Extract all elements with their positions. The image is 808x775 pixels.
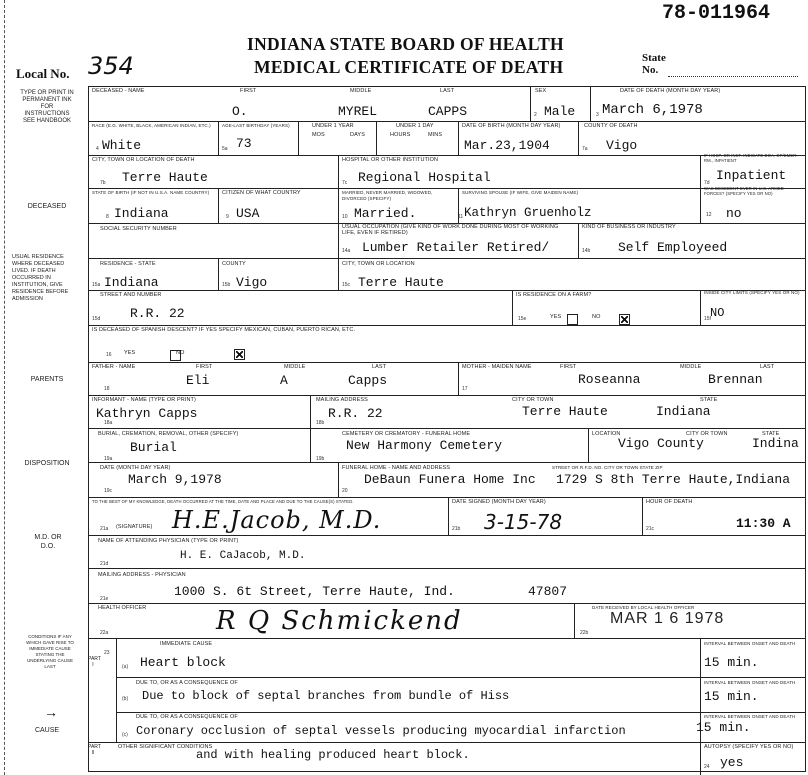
field-hosp-status: Inpatient — [716, 168, 787, 183]
label-immediate-cause: IMMEDIATE CAUSE — [160, 641, 213, 647]
local-no-value: 354 — [88, 52, 134, 80]
field-armed-forces: no — [726, 206, 742, 221]
label-middle: MIDDLE — [350, 88, 372, 94]
side-type-print: TYPE OR PRINT IN PERMANENT INK FOR INSTRUCTIONS SEE HANDBOOK — [20, 90, 74, 124]
label-marital: MARRIED, NEVER MARRIED, WIDOWED, DIVORCED (SPECIFY) — [342, 190, 433, 201]
label-county-death: COUNTY OF DEATH — [584, 123, 638, 129]
label-occupation: USUAL OCCUPATION (GIVE KIND OF WORK DONE DURING MOST OF WORKING LIFE, EVEN IF RETIRED) — [342, 224, 559, 236]
physician-signature: H.E.Jacob, M.D. — [172, 506, 382, 534]
field-informant-state: Indiana — [656, 404, 711, 419]
label-sex: SEX — [535, 88, 547, 94]
field-age: 73 — [236, 136, 252, 151]
field-race: White — [102, 138, 142, 153]
left-margin-dash — [4, 0, 5, 775]
label-mother-first: FIRST — [560, 364, 577, 370]
field-citizen: USA — [236, 206, 260, 221]
title-line-1: INDIANA STATE BOARD OF HEALTH — [247, 34, 564, 54]
label-burial: BURIAL, CREMATION, REMOVAL, OTHER (SPECIFY) — [98, 431, 239, 437]
label-date-of-death: DATE OF DEATH (MONTH DAY YEAR) — [620, 88, 721, 94]
label-location: LOCATION — [592, 431, 621, 437]
label-residence-state: RESIDENCE - STATE — [100, 261, 156, 267]
field-cemetery-state: Indina — [752, 436, 799, 451]
label-last: LAST — [440, 88, 455, 94]
field-father-last: Capps — [348, 373, 388, 388]
label-father-last: LAST — [372, 364, 387, 370]
field-sex: Male — [544, 104, 576, 119]
field-funeral-home: DeBaun Funera Home Inc — [364, 472, 536, 487]
label-father-first: FIRST — [196, 364, 213, 370]
side-parents: PARENTS — [30, 376, 64, 383]
label-state-birth: STATE OF BIRTH (IF NOT IN U.S.A. NAME COUNTRY) — [92, 190, 210, 195]
label-street: STREET AND NUMBER — [100, 292, 162, 298]
field-informant: Kathryn Capps — [96, 406, 198, 421]
label-under1yr: UNDER 1 YEAR — [312, 123, 354, 129]
farm-no-checkbox — [619, 314, 630, 325]
label-spanish: IS DECEASED OF SPANISH DESCENT? IF YES SPECIFY MEXICAN, CUBAN, PUERTO RICAN, ETC. — [92, 327, 356, 333]
side-cause: CAUSE — [34, 727, 60, 734]
field-cemetery-location: Vigo County — [618, 436, 704, 451]
field-middle-name: MYREL — [338, 104, 378, 119]
side-part1: PART I — [88, 656, 101, 668]
side-disposition: DISPOSITION — [24, 460, 70, 467]
state-no-label: State — [642, 52, 666, 64]
label-armed-forces: WAS DECEDENT EVER IN U.S. ARMED FORCES? (SPECIFY YES OR NO) — [704, 186, 784, 196]
certificate-number: 78-011964 — [662, 2, 771, 25]
field-state-birth: Indiana — [114, 206, 169, 221]
label-cemetery-city: CITY OR TOWN — [686, 431, 728, 437]
field-phys-zip: 47807 — [528, 584, 568, 599]
label-signature: (SIGNATURE) — [116, 524, 153, 530]
label-due-to-b: DUE TO, OR AS A CONSEQUENCE OF — [136, 680, 238, 686]
label-health-officer: HEALTH OFFICER — [98, 605, 147, 611]
field-first-name: O. — [232, 104, 248, 119]
label-hospital: HOSPITAL OR OTHER INSTITUTION — [342, 157, 439, 163]
field-funeral-address: 1729 S 8th Terre Haute,Indiana — [556, 472, 791, 487]
field-interval-c: 15 min. — [696, 720, 751, 735]
label-age: AGE-LAST BIRTHDAY (YEARS) — [222, 123, 290, 128]
label-first: FIRST — [240, 88, 257, 94]
label-farm: IS RESIDENCE ON A FARM? — [516, 292, 592, 298]
field-county-death: Vigo — [606, 138, 638, 153]
label-street-rfd: STREET OR R.F.D. NO. CITY OR TOWN STATE ZIP — [552, 465, 663, 470]
label-citizen: CITIZEN OF WHAT COUNTRY — [222, 190, 301, 196]
field-inside-city: NO — [710, 306, 725, 320]
label-other-conditions: OTHER SIGNIFICANT CONDITIONS — [118, 744, 213, 750]
label-informant-state: STATE — [700, 397, 718, 403]
field-cemetery: New Harmony Cemetery — [346, 438, 503, 453]
field-residence-city: Terre Haute — [358, 275, 444, 290]
field-spouse: Kathryn Gruenholz — [464, 206, 592, 220]
label-dob: DATE OF BIRTH (MONTH DAY YEAR) — [462, 123, 561, 129]
field-physician: H. E. CaJacob, M.D. — [180, 550, 306, 562]
label-date-received: DATE RECEIVED BY LOCAL HEALTH OFFICER — [592, 605, 695, 610]
field-dob: Mar.23,1904 — [464, 138, 550, 153]
side-part2: PART II — [88, 744, 101, 756]
field-residence-county: Vigo — [236, 275, 268, 290]
label-under1day: UNDER 1 DAY — [396, 123, 434, 129]
label-hours: HOURS — [390, 132, 411, 138]
state-no-sub: No. — [642, 64, 659, 76]
field-father-first: Eli — [186, 373, 210, 388]
field-date-of-death: March 6,1978 — [602, 102, 703, 118]
label-inside-city: INSIDE CITY LIMITS (SPECIFY YES OR NO) — [704, 290, 800, 295]
label-county: COUNTY — [222, 261, 246, 267]
label-mother-middle: MIDDLE — [680, 364, 702, 370]
label-cemetery: CEMETERY OR CREMATORY - FUNERAL HOME — [342, 431, 471, 437]
label-certify: TO THE BEST OF MY KNOWLEDGE, DEATH OCCURRED AT THE TIME, DATE AND PLACE AND DUE TO THE CAUSE(S) STATED. — [92, 499, 354, 504]
label-interval-a: INTERVAL BETWEEN ONSET AND DEATH — [704, 641, 796, 646]
field-cause-a: Heart block — [140, 655, 226, 670]
field-father-middle: A — [280, 373, 288, 388]
side-conditions: CONDITIONS IF ANY WHICH GAVE RISE TO IMMEDIATE CAUSE STATING THE UNDERLYING CAUSE LAST — [26, 634, 74, 669]
label-autopsy: AUTOPSY (SPECIFY YES OR NO) — [704, 744, 794, 750]
field-street: R.R. 22 — [130, 306, 185, 321]
label-informant: INFORMANT - NAME (TYPE OR PRINT) — [92, 397, 196, 403]
label-spanish-yes: YES — [124, 350, 136, 356]
label-funeral-home: FUNERAL HOME - NAME AND ADDRESS — [342, 465, 451, 471]
label-informant-city: CITY OR TOWN — [512, 397, 554, 403]
label-race: RACE (E.G. WHITE, BLACK, AMERICAN INDIAN, ETC.) — [92, 123, 211, 128]
state-no-line — [668, 76, 798, 77]
label-due-to-c: DUE TO, OR AS A CONSEQUENCE OF — [136, 714, 238, 720]
label-city-death: CITY, TOWN OR LOCATION OF DEATH — [92, 157, 195, 163]
field-burial-date: March 9,1978 — [128, 472, 222, 487]
label-mother: MOTHER - MAIDEN NAME — [462, 364, 532, 370]
label-city-town: CITY, TOWN OR LOCATION — [342, 261, 415, 267]
label-mailing-address: MAILING ADDRESS — [316, 397, 368, 403]
cause-arrow: → — [44, 706, 58, 721]
label-attending: NAME OF ATTENDING PHYSICIAN (TYPE OR PRINT) — [98, 538, 239, 544]
label-interval-c: INTERVAL BETWEEN ONSET AND DEATH — [704, 714, 796, 719]
field-autopsy: yes — [720, 755, 744, 770]
field-occupation: Lumber Retailer Retired/ — [362, 240, 550, 255]
label-industry: KIND OF BUSINESS OR INDUSTRY — [582, 224, 676, 230]
field-marital: Married. — [354, 206, 417, 221]
label-farm-no: NO — [592, 314, 601, 320]
label-mother-last: LAST — [760, 364, 775, 370]
field-mother-first: Roseanna — [578, 372, 641, 387]
label-date-signed: DATE SIGNED (MONTH DAY YEAR) — [452, 499, 546, 505]
field-part2: and with healing produced heart block. — [196, 748, 470, 762]
field-hour-death: 11:30 A — [736, 516, 791, 531]
field-industry: Self Employeed — [618, 240, 728, 255]
label-days: DAYS — [350, 132, 365, 138]
health-officer-signature: R Q Schmickend — [216, 606, 463, 636]
field-last-name: CAPPS — [428, 104, 468, 119]
label-spanish-no: NO — [176, 350, 185, 356]
field-residence-state: Indiana — [104, 275, 159, 290]
field-phys-address: 1000 S. 6t Street, Terre Haute, Ind. — [174, 584, 455, 599]
label-deceased-name: DECEASED - NAME — [92, 88, 145, 94]
label-interval-b: INTERVAL BETWEEN ONSET AND DEATH — [704, 680, 796, 685]
label-burial-date: DATE (MONTH DAY YEAR) — [100, 465, 171, 471]
field-interval-a: 15 min. — [704, 655, 759, 670]
side-usual-residence: USUAL RESIDENCE WHERE DECEASED LIVED. IF DEATH OCCURRED IN INSTITUTION, GIVE RESIDENCE BEFORE ADMISSION — [12, 254, 69, 302]
label-father: FATHER - NAME — [92, 364, 136, 370]
side-deceased: DECEASED — [27, 203, 67, 210]
label-mins: MINS — [428, 132, 443, 138]
field-hospital: Regional Hospital — [358, 170, 491, 185]
stamp-date-received: MAR 1 6 1978 — [610, 610, 725, 627]
field-interval-b: 15 min. — [704, 689, 759, 704]
label-hour-death: HOUR OF DEATH — [646, 499, 693, 505]
field-informant-address: R.R. 22 — [328, 406, 383, 421]
label-cemetery-state: STATE — [762, 431, 780, 437]
label-father-middle: MIDDLE — [284, 364, 306, 370]
label-spouse: SURVIVING SPOUSE (IF WIFE, GIVE MAIDEN NAME) — [462, 190, 579, 195]
field-burial: Burial — [130, 440, 177, 455]
field-city-death: Terre Haute — [122, 170, 208, 185]
title-line-2: MEDICAL CERTIFICATE OF DEATH — [254, 57, 564, 77]
label-hosp-status: IF HOSP. OR INST. INDICATE DOA, OP/EMER. RM., INPATIENT — [704, 153, 798, 163]
field-date-signed: 3-15-78 — [484, 510, 563, 534]
field-mother-last: Brennan — [708, 372, 763, 387]
label-ssn: SOCIAL SECURITY NUMBER — [100, 226, 177, 232]
spanish-no-checkbox — [234, 349, 245, 360]
label-phys-address: MAILING ADDRESS - PHYSICIAN — [98, 572, 186, 578]
field-cause-b: Due to block of septal branches from bundle of Hiss — [142, 689, 510, 703]
farm-yes-checkbox — [567, 314, 578, 325]
label-farm-yes: YES — [550, 314, 562, 320]
local-no-label: Local No. — [16, 66, 70, 81]
side-md: M.D. OR D.O. — [34, 534, 62, 550]
label-mos: MOS — [312, 132, 325, 138]
field-informant-city: Terre Haute — [522, 404, 608, 419]
field-cause-c: Coronary occlusion of septal vessels producing myocardial infarction — [136, 724, 626, 738]
